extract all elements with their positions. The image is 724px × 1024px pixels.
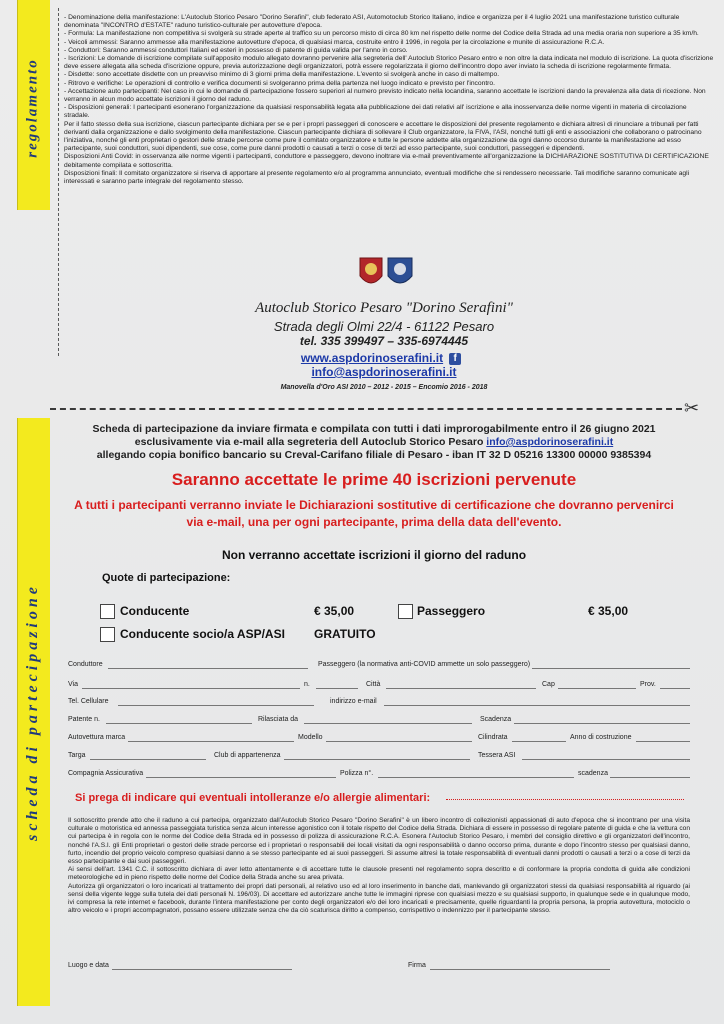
- award-line: Manovella d'Oro ASI 2010 – 2012 - 2015 – Encomio 2016 - 2018: [280, 384, 488, 391]
- club-info: [234, 300, 534, 391]
- reg-paragraph: - Accettazione auto partecipanti: Nel caso in cui le domande di partecipazione fossero superiori al numero previsto indicato nella locandina, saranno accettate le iscrizioni dando la prevalenza alla data di ricezione. Non verranno in alcun modo accettate iscrizioni il giorno del raduno.: [64, 87, 706, 104]
- scheda-label: scheda di partecipazione: [24, 583, 41, 841]
- cilindrata-field[interactable]: [512, 741, 566, 742]
- rilasciata-label: Rilasciata da: [258, 716, 299, 723]
- reg-paragraph: - Denominazione della manifestazione: L'Autoclub Storico Pesaro "Dorino Serafini", club federato ASI, Automotoclub Storico Italiano, indice e organizza per il 4 luglio 2021 una manifestazione turistico culturale denominata "INCONTRO d'ESTATE" raduno turistico-culturale per autovetture d'epoca.: [64, 14, 680, 30]
- reg-paragraph: Disposizioni Anti Covid: in osservanza alle norme vigenti i partecipanti, conduttore e passeggero, devono inoltrare via e-mail preventivamente all'organizzazione la DICHIARAZIONE SOSTITUTIVA DI CERTIFICAZIONE debitamente compilata e sottoscritta.: [64, 153, 709, 169]
- marca-field[interactable]: [128, 741, 294, 742]
- passeggero-field-label: Passeggero (la normativa anti-COVID ammette un solo passeggero): [318, 661, 531, 668]
- passeggero-checkbox[interactable]: [398, 604, 413, 619]
- scissors-icon: ✂: [684, 398, 700, 418]
- scadenza2-label: scadenza: [578, 770, 608, 777]
- conducente-price: € 35,00: [314, 604, 355, 618]
- marca-label: Autovettura marca: [68, 734, 126, 741]
- email-field[interactable]: [384, 705, 690, 706]
- tessera-field[interactable]: [522, 759, 690, 760]
- club-logo-icon: [356, 254, 416, 292]
- socio-label: Conducente socio/a ASP/ASI: [120, 627, 285, 641]
- patente-label: Patente n.: [68, 716, 100, 723]
- scadenza2-field[interactable]: [610, 777, 690, 778]
- luogo-field[interactable]: [112, 969, 292, 970]
- citta-label: Città: [366, 681, 381, 688]
- vertical-dashed-divider: [58, 8, 60, 356]
- intro-line1: Scheda di partecipazione da inviare firmata e compilata con tutti i dati improrogabilmente entro il 26 giugno 2021: [92, 423, 656, 435]
- via-field[interactable]: [82, 688, 300, 689]
- firma-field[interactable]: [430, 969, 610, 970]
- intro-line3: allegando copia bonifico bancario su Creval-Carifano filiale di Pesaro - iban IT 32 D 05216 13300 00000 9385394: [96, 449, 652, 461]
- passeggero-label: Passeggero: [417, 604, 486, 618]
- compagnia-label: Compagnia Assicurativa: [68, 770, 144, 777]
- club-field[interactable]: [284, 759, 470, 760]
- passeggero-field[interactable]: [532, 668, 690, 669]
- scadenza-label: Scadenza: [480, 716, 512, 723]
- club-phone: tel. 335 399497 – 335-6974445: [299, 334, 469, 348]
- prov-label: Prov.: [640, 681, 656, 688]
- intro-email-link[interactable]: info@aspdorinoserafini.it: [486, 436, 614, 448]
- legal-paragraph: Ai sensi dell'art. 1341 C.C. il sottoscritto dichiara di aver letto attentamente e di accettare tutte le clausole presenti nel regolamento sopra descritto e di conformare la propria condotta di guida alle condizioni meteorologiche ed in pieno rispetto delle norme del Codice della Strada anche su area privata.: [68, 866, 690, 882]
- club-name: Autoclub Storico Pesaro "Dorino Serafini": [255, 300, 513, 316]
- cap-field[interactable]: [558, 688, 636, 689]
- facebook-icon[interactable]: f: [449, 353, 461, 365]
- no-registration-notice: Non verranno accettate iscrizioni il giorno del raduno: [221, 548, 527, 562]
- legal-paragraph: Il sottoscritto prende atto che il raduno a cui partecipa, organizzato dall'Autoclub Storico Pesaro "Dorino Serafini" è un libero incontro di collezionisti appassionati di auto d'epoca che si incontrano per una visita culturale o motoristica ed annessa passeggiata turistica senza alcun interesse agonistico con il totale rispetto del Codice della Strada. Dichiara di essere in possesso di regolare patente di guida e che la vettura con cui partecipa è in regola con le norme del Codice della Strada ed in possesso di polizza di assicurazione R.C.A. Esonera l'Autoclub Storico Pesaro, i membri del consiglio direttivo e gli organizzatori dell'incontro, nonché l'A.S.I. gli Enti proprietari o gestori delle strade percorse ed i proprietari o responsabili dei locali visitati da ogni responsabilità o danno occorso prima, durante e dopo l'incontro stesso per qualsiasi danno, furto, incendio del proprio veicolo compreso qualsiasi danno a se stesso partecipante ed ai suoi passeggeri. Si assume altresì la totale responsabilità di eventuali danni prodotti o causati a terzi o a cose di terzi da esso partecipante e dai suoi passeggeri.: [68, 817, 691, 866]
- reg-paragraph: Per il fatto stesso della sua iscrizione, ciascun partecipante dichiara per se e per i propri passeggeri di conoscere e accettare le disposizioni del presente regolamento e dichiara altresì di rinunciare a tribunali per fatti derivanti dalla organizzazione e dallo svolgimento della manifestazione. Ciascun partecipante dichiara di sollevare il Club organizzatore, la FIVA, l'ASI, nonché tutti gli enti e associazioni che collaborano o patrocinano l'iniziativa, nonché gli enti proprietari o gestori delle strade percorse come pure il comitato organizzatore e tutte le persone addette alla organizzazione da ogni danno occorso durante la manifestazione ad esso partecipante, suoi conduttori, suoi dipendenti, sue cose, come pure danni prodotti o causati a terzi o cose di terzi ad esso partecipante, suoi conduttori, passeggeri e dipendenti.: [64, 120, 702, 153]
- numero-label: n.: [304, 681, 310, 688]
- website-link[interactable]: www.aspdorinoserafini.it: [300, 351, 444, 365]
- cilindrata-label: Cilindrata: [478, 734, 508, 741]
- reg-paragraph: - Formula: La manifestazione non competitiva si svolgerà su strade aperte al traffico su un percorso misto di circa 80 km nel rispetto delle norme del Codice della Strada ad una media oraria non superiore a 35 km/h.: [64, 30, 699, 38]
- conduttore-label: Conduttore: [68, 661, 103, 668]
- prov-field[interactable]: [660, 688, 690, 689]
- tessera-label: Tessera ASI: [478, 752, 516, 759]
- scadenza-field[interactable]: [514, 723, 690, 724]
- targa-field[interactable]: [90, 759, 206, 760]
- targa-label: Targa: [68, 752, 86, 759]
- email-link[interactable]: info@aspdorinoserafini.it: [311, 365, 457, 379]
- headline: Saranno accettate le prime 40 iscrizioni pervenute: [171, 470, 577, 489]
- socio-checkbox[interactable]: [100, 627, 115, 642]
- reg-paragraph: - Iscrizioni: Le domande di iscrizione compilate sull'apposito modulo allegato dovranno pervenire alla segreteria dell' Autoclub Storico Pesaro entro e non oltre la data indicata nel modulo di iscrizione. La quota d'iscrizione deve essere allegata alla scheda d'iscrizione oppure, previa autorizzazione degli organizzatori, potrà essere regolarizzata il giorno dell'incontro dopo aver inviato la scheda di iscrizione regolarmente firmata.: [64, 55, 714, 71]
- modello-field[interactable]: [326, 741, 472, 742]
- regolamento-text: [64, 14, 714, 186]
- legal-text: [68, 817, 690, 915]
- cap-label: Cap: [542, 681, 555, 688]
- patente-field[interactable]: [106, 723, 252, 724]
- club-address: Strada degli Olmi 22/4 - 61122 Pesaro: [273, 319, 495, 334]
- tel-label: Tel. Cellulare: [68, 698, 109, 705]
- anno-label: Anno di costruzione: [570, 734, 632, 741]
- subheadline: A tutti i partecipanti verranno inviate le Dichiarazioni sostitutive di certificazione che dovranno pervenirci via e-mail, una per ogni partecipante, prima della data dell'evento.: [74, 498, 674, 529]
- conduttore-field[interactable]: [108, 668, 308, 669]
- legal-paragraph: Autorizza gli organizzatori o loro incaricati al trattamento dei propri dati personali, al relativo uso ed al loro inserimento in banche dati, manlevando gli organizzatori stessi da qualsiasi responsabilità al riguardo (ai sensi della vigente legge sulla tutela dei dati personali N. 196/03). Di accettare ed autorizzare anche tutte le immagini riprese con qualsiasi mezzo e su qualsiasi supporto, in qualunque sede e in qualunque modo, ivi compresa la rete internet e facebook, durante l'intera manifestazione per conto degli organizzatori e/o dei loro incaricati e precisamente, quelle riguardanti la propria persona, la propria autovettura, motociclo o altro veicolo e i propri accompagnatori, possano essere utilizzate senza che da ciò scaturisca diritto a compenso, corrispettivo o indennizzo per il partecipante stesso.: [68, 882, 690, 915]
- email-label: indirizzo e-mail: [330, 698, 377, 705]
- reg-paragraph: - Conduttori: Saranno ammessi conduttori Italiani ed esteri in possesso di patente di guida valida per l'anno in corso.: [64, 46, 408, 54]
- socio-price: GRATUITO: [314, 627, 376, 641]
- allergie-prompt: Si prega di indicare qui eventuali intolleranze e/o allergie alimentari:: [75, 792, 431, 804]
- reg-paragraph: - Veicoli ammessi: Saranno ammesse alla manifestazione autovetture d'epoca, di qualsiasi marca, costruite entro il 1996, in regola per la circolazione e munite di assicurazione R.C.A.: [64, 38, 605, 46]
- cut-line: [50, 408, 682, 410]
- firma-label: Firma: [408, 962, 426, 969]
- intro-line2: esclusivamente via e-mail alla segreteria dell Autoclub Storico Pesaro: [134, 436, 484, 448]
- rilasciata-field[interactable]: [304, 723, 472, 724]
- regolamento-label: regolamento: [24, 58, 41, 158]
- compagnia-field[interactable]: [146, 777, 336, 778]
- club-field-label: Club di appartenenza: [214, 752, 281, 759]
- quote-label: Quote di partecipazione:: [102, 572, 231, 584]
- reg-paragraph: - Ritrovo e verifiche: Le operazioni di controllo e verifica documenti si svolgeranno prima della partenza nel luogo indicato e previsto per l'incontro.: [64, 79, 495, 87]
- tel-field[interactable]: [118, 705, 314, 706]
- conducente-checkbox[interactable]: [100, 604, 115, 619]
- passeggero-price: € 35,00: [588, 604, 629, 618]
- via-label: Via: [68, 681, 78, 688]
- conducente-label: Conducente: [120, 604, 190, 618]
- intro-text: [74, 423, 674, 462]
- allergie-field[interactable]: [446, 799, 684, 800]
- anno-field[interactable]: [636, 741, 690, 742]
- modello-label: Modello: [298, 734, 323, 741]
- polizza-label: Polizza n°.: [340, 770, 374, 777]
- numero-field[interactable]: [316, 688, 358, 689]
- intro-line2-row: [74, 436, 674, 449]
- reg-paragraph: - Disposizioni generali: I partecipanti esonerano l'organizzazione da qualsiasi responsabilità legata alla pubblicazione dei dati relativi all' iscrizione e alla inosservanza delle norme vigenti in materia di circolazione stradale.: [64, 104, 687, 120]
- citta-field[interactable]: [386, 688, 536, 689]
- luogo-label: Luogo e data: [68, 962, 109, 969]
- reg-paragraph: Disposizioni finali: Il comitato organizzatore si riserva di apportare al presente regolamento e/o al programma annunciato, eventuali modifiche che si rendessero necessarie. Tali modifiche saranno comunicate agli interessati e saranno parte integrale del regolamento stesso.: [64, 169, 690, 186]
- club-web-row: [234, 351, 534, 379]
- reg-paragraph: - Disdette: sono accettate disdette con un preavviso minimo di 3 giorni prima della manifestazione. L'evento si svolgerà anche in caso di maltempo.: [64, 71, 500, 79]
- polizza-field[interactable]: [378, 777, 574, 778]
